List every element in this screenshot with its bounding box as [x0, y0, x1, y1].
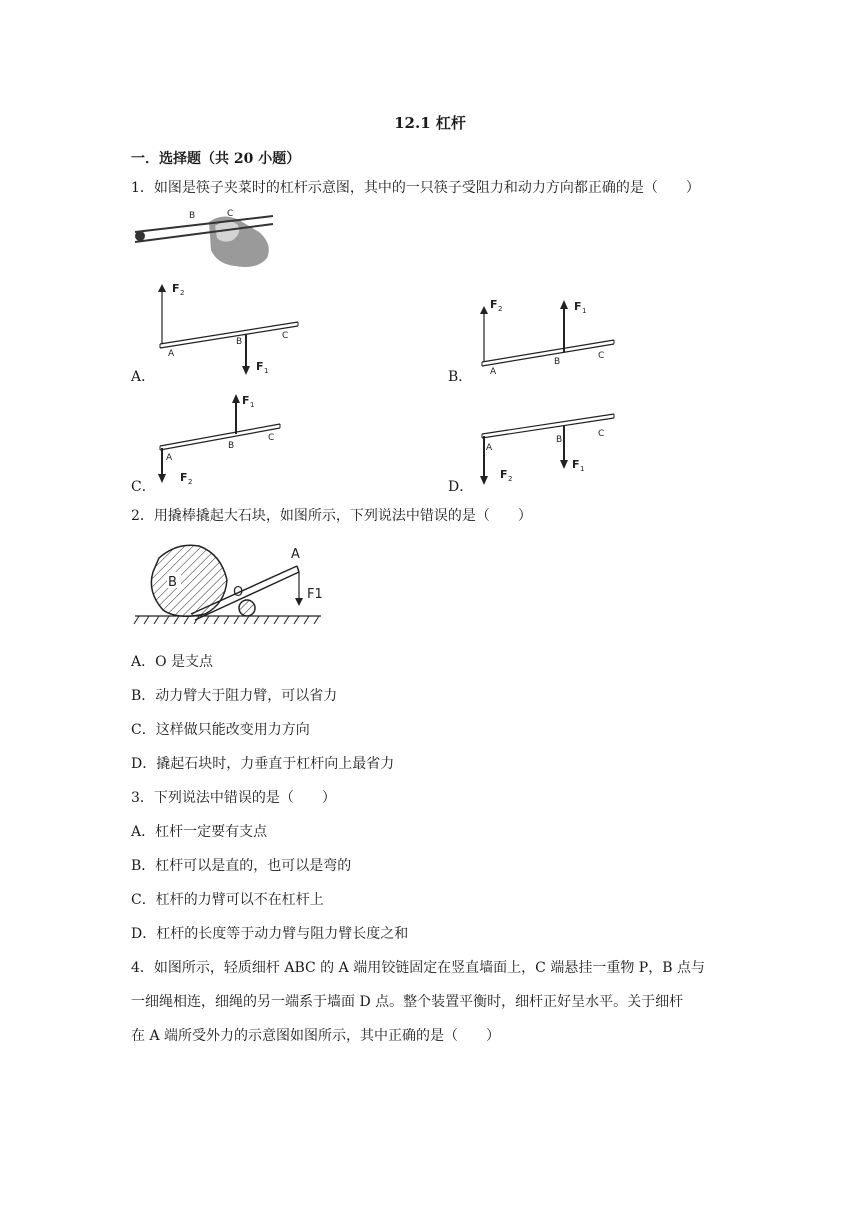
q2-option-c[interactable]: C．这样做只能改变用力方向	[131, 722, 310, 738]
svg-text:1: 1	[264, 367, 269, 375]
q1-option-a-figure	[150, 278, 310, 378]
svg-text:C: C	[598, 429, 605, 439]
svg-text:C: C	[227, 209, 234, 219]
q3-option-a[interactable]: A．杠杆一定要有支点	[131, 824, 268, 840]
svg-text:1: 1	[582, 307, 587, 315]
svg-text:F: F	[574, 300, 582, 313]
svg-text:O: O	[233, 585, 244, 600]
chopsticks-hand-image	[131, 210, 281, 270]
svg-text:F: F	[242, 394, 250, 407]
svg-text:2: 2	[508, 475, 513, 483]
svg-text:A: A	[166, 453, 173, 463]
q4-stem-line-3: 在 A 端所受外力的示意图如图所示，其中正确的是（ ）	[131, 1028, 501, 1044]
svg-text:2: 2	[180, 289, 185, 297]
svg-text:C: C	[268, 433, 275, 443]
svg-text:B: B	[228, 441, 235, 451]
q3-stem: 3．下列说法中错误的是（ ）	[131, 790, 336, 806]
svg-text:C: C	[282, 331, 289, 341]
q3-option-d[interactable]: D．杠杆的长度等于动力臂与阻力臂长度之和	[131, 926, 409, 942]
q2-stem: 2．用撬棒撬起大石块，如图所示，下列说法中错误的是（ ）	[131, 508, 532, 524]
svg-text:F: F	[500, 468, 508, 481]
svg-text:A: A	[486, 443, 493, 453]
svg-text:B: B	[556, 435, 563, 445]
svg-text:B: B	[236, 337, 243, 347]
svg-text:F: F	[172, 282, 180, 295]
q3-option-c[interactable]: C．杠杆的力臂可以不在杠杆上	[131, 892, 324, 908]
svg-text:C: C	[598, 351, 605, 361]
q1-option-d-label[interactable]: D．	[448, 479, 474, 495]
q1-option-b-figure	[472, 292, 632, 377]
svg-text:B: B	[168, 575, 177, 590]
q3-option-b[interactable]: B．杠杆可以是直的，也可以是弯的	[131, 858, 352, 874]
q1-stem: 1．如图是筷子夹菜时的杠杆示意图，其中的一只筷子受阻力和动力方向都正确的是（ ）	[131, 180, 700, 196]
q1-option-d-figure	[472, 404, 632, 489]
q2-crowbar-figure	[131, 540, 341, 630]
svg-text:B: B	[189, 211, 196, 221]
svg-text:F: F	[490, 298, 498, 311]
svg-text:F1: F1	[307, 587, 323, 602]
page-title: 12.1 杠杆	[394, 114, 466, 132]
q4-stem-line-2: 一细绳相连，细绳的另一端系于墙面 D 点。整个装置平衡时，细杆正好呈水平。关于细杆	[131, 994, 684, 1010]
svg-text:A: A	[168, 349, 175, 359]
q2-option-d[interactable]: D．撬起石块时，力垂直于杠杆向上最省力	[131, 756, 395, 772]
svg-text:F: F	[572, 458, 580, 471]
svg-text:1: 1	[580, 465, 585, 473]
q1-option-c-label[interactable]: C．	[131, 479, 156, 495]
q1-option-c-figure	[150, 388, 310, 488]
q1-option-b-label[interactable]: B．	[448, 369, 473, 385]
svg-text:2: 2	[188, 478, 193, 486]
section-heading: 一．选择题（共 20 小题）	[131, 151, 301, 167]
q1-option-a-label[interactable]: A．	[131, 369, 156, 385]
svg-text:A: A	[291, 547, 300, 562]
svg-text:A: A	[490, 367, 497, 377]
svg-text:F: F	[256, 360, 264, 373]
svg-text:B: B	[554, 357, 561, 367]
svg-text:2: 2	[498, 305, 503, 313]
svg-text:F: F	[180, 471, 188, 484]
q2-option-a[interactable]: A．O 是支点	[131, 654, 214, 670]
q2-option-b[interactable]: B．动力臂大于阻力臂，可以省力	[131, 688, 338, 704]
svg-text:1: 1	[250, 401, 255, 409]
q4-stem-line-1: 4．如图所示，轻质细杆 ABC 的 A 端用铰链固定在竖直墙面上，C 端悬挂一重物 P，B 点与	[131, 960, 705, 976]
